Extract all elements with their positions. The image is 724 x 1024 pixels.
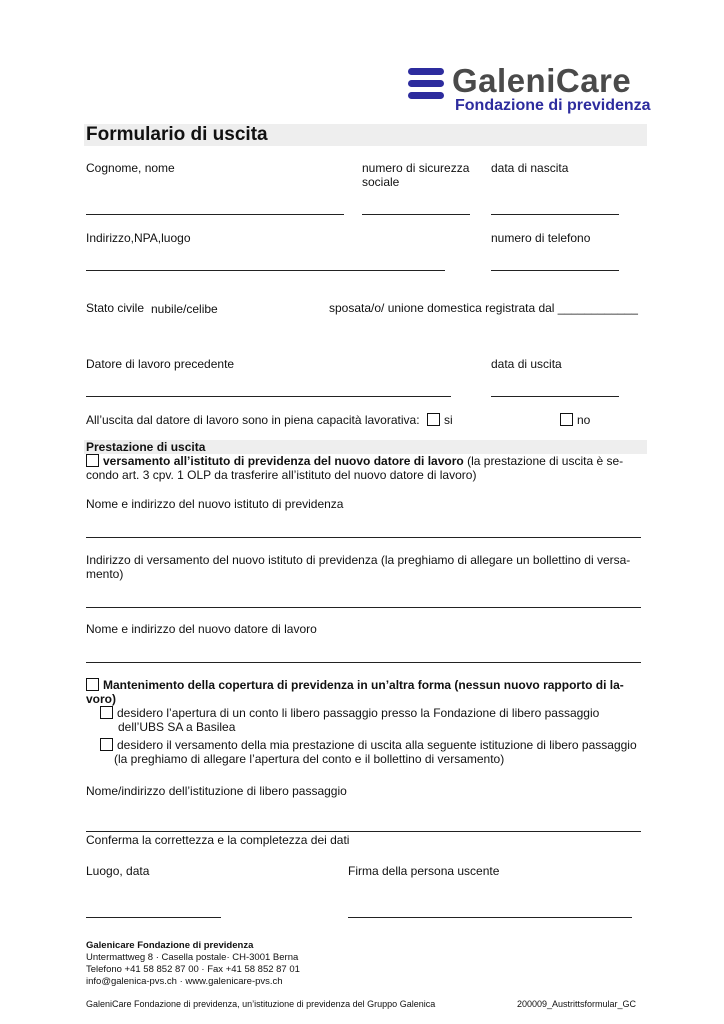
nome-istituto-field[interactable] [86,537,641,538]
versamento-note: (la prestazione di uscita è se- [467,454,624,468]
opzione-istituzione-label-2: (la preghiamo di allegare l’apertura del conto e il bollettino di versamento) [114,752,505,766]
label-conferma: Conferma la correttezza e la completezza dei dati [86,833,350,847]
checkbox-icon [100,706,113,719]
label-indirizzo-versamento-2: mento) [86,567,124,581]
checkbox-icon [100,738,113,751]
footer-bottom-left: GaleniCare Fondazione di previdenza, un’istituzione di previdenza del Gruppo Galenica [86,999,436,1009]
label-nome-istituto: Nome e indirizzo del nuovo istituto di previdenza [86,497,344,511]
label-no: no [577,413,591,427]
versamento-note-2: condo art. 3 cpv. 1 OLP da trasferire all’istituto del nuovo datore di lavoro) [86,468,477,482]
mantenimento-label: Mantenimento della copertura di previdenza in un’altra forma (nessun nuovo rapporto di la- [103,678,624,692]
label-cognome-nome: Cognome, nome [86,161,175,175]
indirizzo-field[interactable] [86,270,445,271]
firma-field[interactable] [348,917,632,918]
label-luogo-data: Luogo, data [86,864,150,878]
versamento-label: versamento all’istituto di previdenza del nuovo datore di lavoro [103,454,464,468]
label-si: si [444,413,453,427]
checkbox-versamento[interactable] [86,454,623,468]
label-nome-datore: Nome e indirizzo del nuovo datore di lavoro [86,622,317,636]
numero-sicurezza-field[interactable] [362,214,470,215]
checkbox-icon [427,413,440,426]
label-numero-telefono: numero di telefono [491,231,591,245]
label-indirizzo-versamento: Indirizzo di versamento del nuovo istituto di previdenza (la preghiamo di allegare un bollettino di versa- [86,553,631,567]
indirizzo-versamento-field[interactable] [86,607,641,608]
datore-precedente-field[interactable] [86,396,451,397]
checkbox-icon [560,413,573,426]
checkbox-no[interactable] [560,413,590,427]
logo-subtitle: Fondazione di previdenza [455,97,651,114]
checkbox-icon [86,454,99,467]
checkbox-mantenimento[interactable] [86,678,624,692]
footer-address: Untermattweg 8 · Casella postale· CH-3001 Berna [86,952,299,963]
checkbox-opzione-istituzione[interactable] [100,738,637,752]
data-nascita-field[interactable] [491,214,619,215]
logo-name: GaleniCare [452,62,632,99]
data-uscita-field[interactable] [491,396,619,397]
label-indirizzo: Indirizzo,NPA,luogo [86,231,191,245]
footer-doc-code: 200009_Austrittsformular_GC [517,999,637,1009]
label-stato-civile: Stato civile [86,301,145,315]
label-datore-precedente: Datore di lavoro precedente [86,357,235,371]
checkbox-opzione-ubs[interactable] [100,706,599,720]
mantenimento-label-2: voro) [86,692,116,706]
luogo-data-field[interactable] [86,917,221,918]
label-numero-sicurezza-2: sociale [362,175,400,189]
footer-org: Galenicare Fondazione di previdenza [86,940,254,951]
opzione-ubs-label-2: dell’UBS SA a Basilea [118,720,236,734]
label-firma: Firma della persona uscente [348,864,500,878]
nome-datore-field[interactable] [86,662,641,663]
opzione-ubs-label: desidero l’apertura di un conto li libero passaggio presso la Fondazione di libero passaggio [117,706,600,720]
option-nubile[interactable]: nubile/celibe [151,302,218,316]
checkbox-icon [86,678,99,691]
page-title: Formulario di uscita [86,124,268,145]
footer-phone: Telefono +41 58 852 87 00 · Fax +41 58 852 87 01 [86,964,300,975]
label-data-nascita: data di nascita [491,161,569,175]
checkbox-si[interactable] [427,413,453,427]
label-capacita: All’uscita dal datore di lavoro sono in piena capacità lavorativa: [86,413,420,427]
footer-web: info@galenica-pvs.ch · www.galenicare-pvs.ch [86,976,283,987]
logo-icon [408,68,444,100]
label-nome-libero: Nome/indirizzo dell’istituzione di libero passaggio [86,784,347,798]
opzione-istituzione-label: desidero il versamento della mia prestazione di uscita alla seguente istituzione di libero passaggio [117,738,637,752]
label-numero-sicurezza: numero di sicurezza [362,161,470,175]
label-data-uscita: data di uscita [491,357,562,371]
option-sposata[interactable]: sposata/o/ unione domestica registrata dal ____________ [329,301,638,315]
section-heading-prestazione: Prestazione di uscita [86,440,206,454]
nome-libero-field[interactable] [86,831,641,832]
cognome-nome-field[interactable] [86,214,344,215]
numero-telefono-field[interactable] [491,270,619,271]
